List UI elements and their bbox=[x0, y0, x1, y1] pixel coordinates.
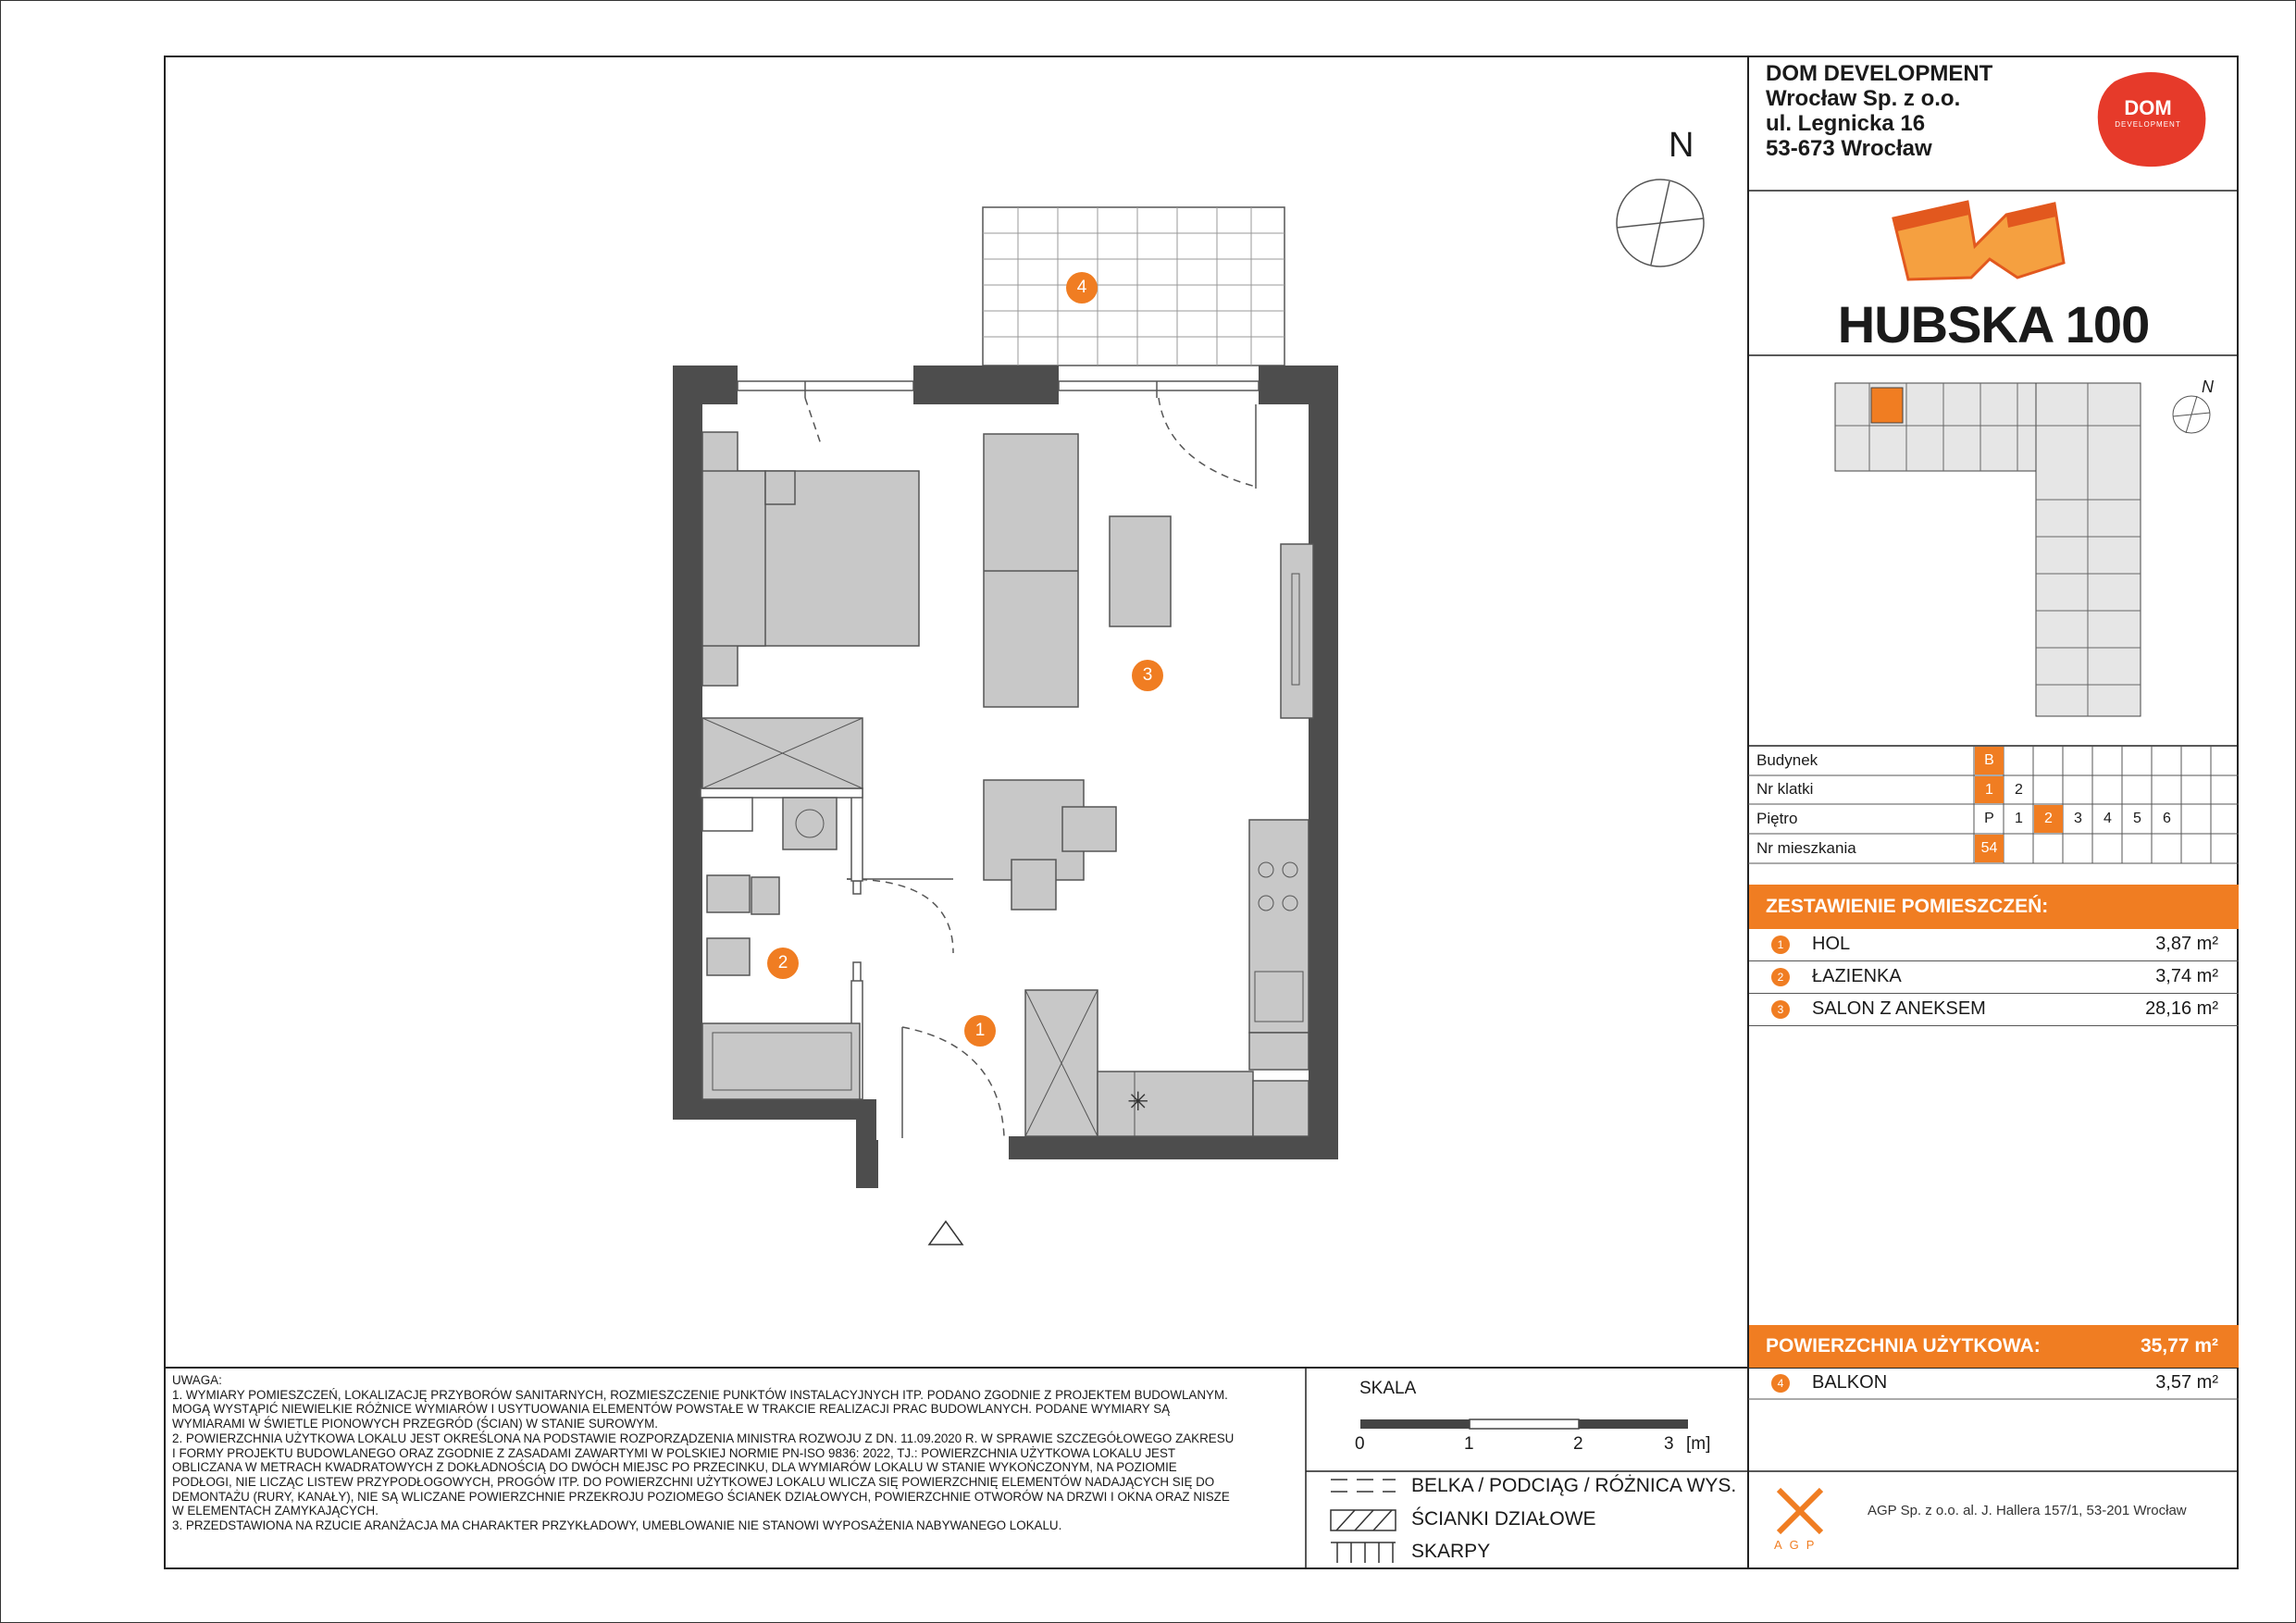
plan-label-living: 3 bbox=[1132, 660, 1163, 691]
scale-tick: 0 bbox=[1355, 1434, 1365, 1454]
room-name: BALKON bbox=[1812, 1372, 1888, 1393]
dom-logo-subtext: DEVELOPMENT bbox=[2115, 120, 2181, 129]
note-line: DEMONTAŻU (RURY, KANAŁY), NIE SĄ WLICZANE POWIERZCHNIE PRZEKROJU POZIOMEGO ŚCIANEK DZIAŁOWYCH, POWIERZCHNIE OTWORÓW NA DRZWI I OKNA ORAZ NISZE bbox=[172, 1489, 1230, 1504]
room-area: 3,74 m² bbox=[2155, 966, 2218, 986]
north-label-small: N bbox=[2202, 378, 2214, 396]
note-line: MOGĄ WYSTĄPIĆ NIEWIELKIE RÓŻNICE WYMIARÓW I USYTUOWANIA ELEMENTÓW POWSTAŁE W TRAKCIE REALIZACJI PRAC BUDOWLANYCH. PODANE WYMIARY SĄ bbox=[172, 1402, 1171, 1417]
room-row bbox=[1749, 994, 2239, 1026]
grid-floor-value: 4 bbox=[2104, 811, 2112, 826]
scale-tick: 1 bbox=[1464, 1434, 1474, 1454]
scale-tick: 2 bbox=[1573, 1434, 1583, 1454]
project-title: HUBSKA 100 bbox=[1837, 295, 2150, 353]
note-line: W ELEMENTACH ZAMYKAJĄCYCH. bbox=[172, 1504, 379, 1518]
balcony bbox=[983, 207, 1285, 365]
note-line: WYMIARAMI W ŚWIETLE PIONOWYCH PRZEGRÓD (ŚCIAN) W STANIE SUROWYM. bbox=[172, 1417, 658, 1431]
grid-building-value: B bbox=[1975, 747, 2004, 774]
room-name: SALON Z ANEKSEM bbox=[1812, 998, 1986, 1019]
grid-label-staircase: Nr klatki bbox=[1756, 780, 1814, 798]
scale-unit: [m] bbox=[1686, 1434, 1711, 1454]
note-line: OBLICZANA W METRACH KWADRATOWYCH Z DOKŁADNOŚCIĄ DO DWÓCH MIEJSC PO PRZECINKU, DLA WYMIARÓW LOKALU W STANIE WYKOŃCZONYM, NA POZIOMIE bbox=[172, 1460, 1177, 1475]
agp-logo-icon bbox=[1779, 1490, 1821, 1532]
note-line: 1. WYMIARY POMIESZCZEŃ, LOKALIZACJĘ PRZYBORÓW SANITARNYCH, ROZMIESZCZENIE PUNKTÓW INSTALACYJNYCH ITP. PODANO ZGODNIE Z PROJEKTEM BUDOWLANYM. bbox=[172, 1387, 1228, 1402]
designer-address: AGP Sp. z o.o. al. J. Hallera 157/1, 53-201 Wrocław bbox=[1868, 1503, 2187, 1518]
usable-area-label: POWIERZCHNIA UŻYTKOWA: bbox=[1766, 1335, 2041, 1357]
furniture bbox=[702, 432, 1313, 1136]
north-label: N bbox=[1669, 126, 1694, 165]
room-name: ŁAZIENKA bbox=[1812, 966, 1902, 986]
room-number: 4 bbox=[1771, 1374, 1790, 1393]
grid-label-building: Budynek bbox=[1756, 751, 1818, 769]
grid-staircase-value: 1 bbox=[1975, 776, 2004, 803]
company-address bbox=[1766, 61, 1992, 161]
room-number: 1 bbox=[1771, 935, 1790, 954]
svg-text:✳: ✳ bbox=[1127, 1086, 1149, 1117]
room-number: 2 bbox=[1771, 968, 1790, 986]
dom-logo-text: DOM bbox=[2124, 96, 2172, 119]
key-plan bbox=[1835, 383, 2141, 716]
grid-floor-value: 6 bbox=[2163, 811, 2171, 826]
compass-icon bbox=[1617, 180, 1704, 266]
grid-floor-value: 2 bbox=[2034, 805, 2063, 833]
scale-tick: 3 bbox=[1664, 1434, 1674, 1454]
grid-apartment-value: 54 bbox=[1975, 835, 2004, 862]
plan-label-balcony: 4 bbox=[1066, 272, 1098, 304]
room-area: 3,87 m² bbox=[2155, 934, 2218, 954]
room-name: HOL bbox=[1812, 934, 1851, 954]
legend-icons bbox=[1331, 1480, 1396, 1563]
company-line2: Wrocław Sp. z o.o. bbox=[1766, 86, 1961, 111]
scale-title: SKALA bbox=[1359, 1379, 1417, 1398]
grid-staircase-value: 2 bbox=[2015, 782, 2023, 798]
agp-logo-text: AGP bbox=[1774, 1538, 1822, 1552]
grid-floor-value: 5 bbox=[2133, 811, 2141, 826]
room-row bbox=[1749, 929, 2239, 961]
rooms-header: ZESTAWIENIE POMIESZCZEŃ: bbox=[1749, 885, 2239, 929]
room-row bbox=[1749, 961, 2239, 994]
note-line: 3. PRZEDSTAWIONA NA RZUCIE ARANŻACJA MA CHARAKTER PRZYKŁADOWY, UMEBLOWANIE NIE STANOWI WYPOSAŻENIA NABYWANEGO LOKALU. bbox=[172, 1518, 1062, 1533]
legend-partition: ŚCIANKI DZIAŁOWE bbox=[1411, 1508, 1596, 1530]
project-logo-graphic bbox=[1893, 202, 2064, 279]
room-number: 3 bbox=[1771, 1000, 1790, 1019]
note-line: UWAGA: bbox=[172, 1373, 222, 1387]
room-area: 28,16 m² bbox=[2145, 998, 2218, 1019]
company-name: DOM DEVELOPMENT bbox=[1766, 61, 1993, 86]
scale-bar bbox=[1360, 1419, 1688, 1429]
legend-reveal: SKARPY bbox=[1411, 1541, 1491, 1562]
usable-area-row bbox=[1749, 1325, 2239, 1368]
note-line: PODŁOGI, NIE LICZĄC LISTEW PRZYPODŁOGOWYCH, PROGÓW ITP. DO POWIERZCHNI UŻYTKOWEJ LOKALU WLICZA SIĘ POWIERZCHNIĘ ELEMENTÓW NADAJĄCYCH SIĘ DO bbox=[172, 1474, 1215, 1489]
notes bbox=[172, 1373, 1301, 1533]
grid-floor-value: 1 bbox=[2015, 811, 2023, 826]
grid-label-apartment: Nr mieszkania bbox=[1756, 839, 1856, 857]
plan-label-bathroom: 2 bbox=[767, 948, 799, 979]
balcony-row bbox=[1749, 1368, 2239, 1399]
room-area: 3,57 m² bbox=[2155, 1372, 2218, 1393]
compass-small-icon bbox=[2173, 396, 2210, 433]
legend-beam: BELKA / PODCIĄG / RÓŻNICA WYS. bbox=[1411, 1475, 1737, 1496]
grid-label-floor: Piętro bbox=[1756, 810, 1798, 827]
note-line: I FORMY PROJEKTU BUDOWLANEGO ORAZ ZGODNIE Z ZASADAMI ZAWARTYMI W POLSKIEJ NORMIE PN-ISO 9836: 2022, TJ.: POWIERZCHNIA UŻYTKOWA LOKALU JEST bbox=[172, 1445, 1176, 1460]
usable-area-value: 35,77 m² bbox=[2140, 1335, 2218, 1357]
company-city: 53-673 Wrocław bbox=[1766, 136, 1932, 161]
company-street: ul. Legnicka 16 bbox=[1766, 111, 1926, 136]
grid-floor-value: 3 bbox=[2074, 811, 2082, 826]
entrance-arrow-icon bbox=[929, 1221, 962, 1245]
grid-floor-value: P bbox=[1984, 811, 1994, 826]
note-line: 2. POWIERZCHNIA UŻYTKOWA LOKALU JEST OKREŚLONA NA PODSTAWIE ROZPORZĄDZENIA MINISTRA ROZWOJU Z DN. 11.09.2020 R. W SPRAWIE SZCZEGÓŁOWEGO ZAKRESU bbox=[172, 1431, 1235, 1445]
plan-label-hall: 1 bbox=[964, 1015, 996, 1047]
